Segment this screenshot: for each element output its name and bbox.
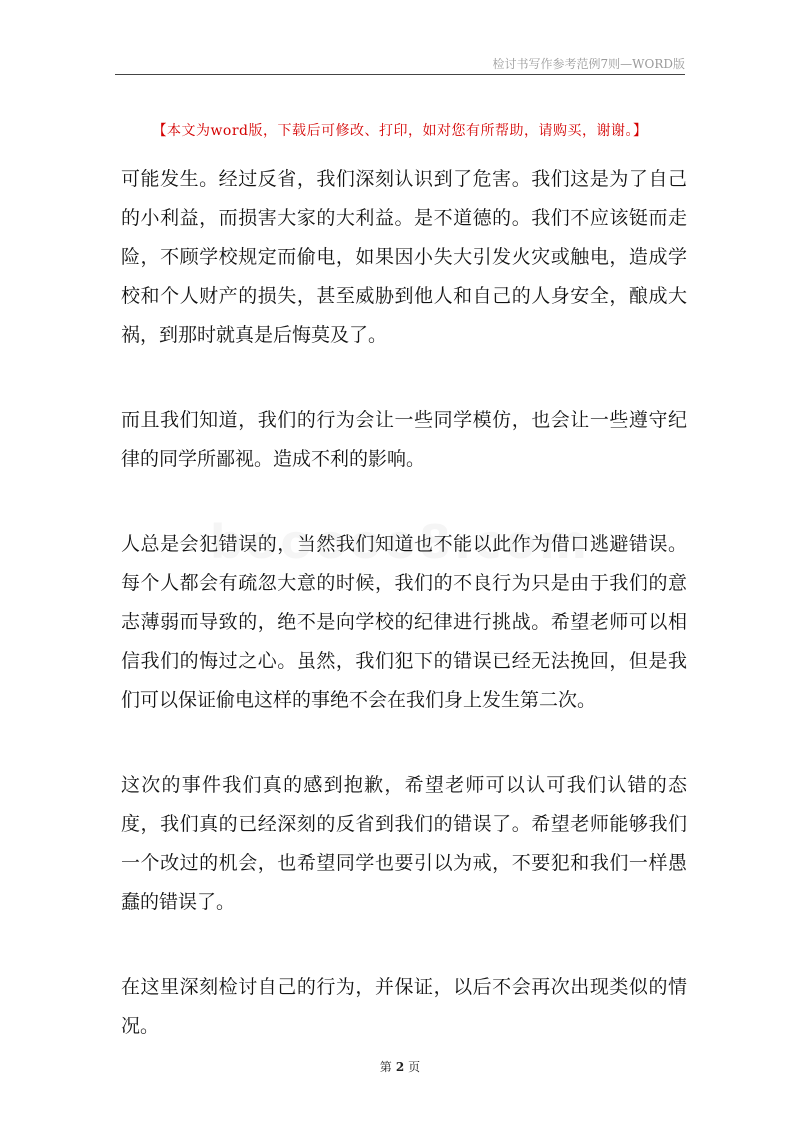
notice-banner: 【本文为word版，下载后可修改、打印，如对您有所帮助，请购买，谢谢。】 [152, 123, 648, 139]
page-footer [0, 1058, 800, 1075]
paragraph-3: 人总是会犯错误的，当然我们知道也不能以此作为借口逃避错误。每个人都会有疏忽大意的时候，我们的不良行为只是由于我们的意志薄弱而导致的，绝不是向学校的纪律进行挑战。希望老师可以相信我们的悔过之心。虽然，我们犯下的错误已经无法挽回，但是我们可以保证偷电这样的事绝不会在我们身上发生第二次。 [121, 533, 687, 711]
header-title: 检讨书写作参考范例7则—WORD版 [492, 57, 685, 71]
document-body [121, 160, 687, 1092]
footer-prefix: 第 [379, 1060, 392, 1074]
paragraph-5: 在这里深刻检讨自己的行为，并保证，以后不会再次出现类似的情况。 [121, 976, 687, 1037]
page-header [115, 52, 685, 75]
paragraph-2: 而且我们知道，我们的行为会让一些同学模仿，也会让一些遵守纪律的同学所鄙视。造成不利的影响。 [121, 409, 687, 470]
footer-suffix: 页 [408, 1060, 421, 1074]
paragraph-1: 可能发生。经过反省，我们深刻认识到了危害。我们这是为了自己的小利益，而损害大家的大利益。是不道德的。我们不应该铤而走险，不顾学校规定而偷电，如果因小失大引发火灾或触电，造成学校和个人财产的损失，甚至威胁到他人和自己的人身安全，酿成大祸，到那时就真是后悔莫及了。 [121, 168, 687, 346]
paragraph-4: 这次的事件我们真的感到抱歉，希望老师可以认可我们认错的态度，我们真的已经深刻的反省到我们的错误了。希望老师能够我们一个改过的机会，也希望同学也要引以为戒，不要犯和我们一样愚蠢的错误了。 [121, 774, 687, 913]
page-number: 2 [395, 1060, 405, 1074]
